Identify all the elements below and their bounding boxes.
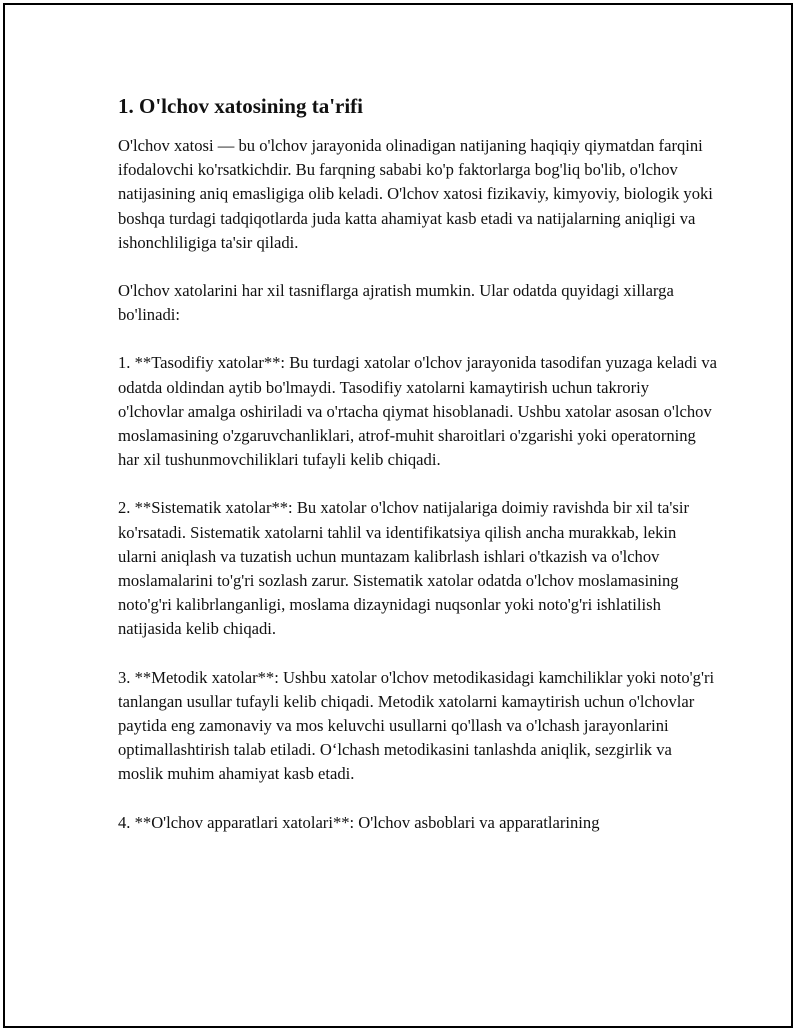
paragraph-instrument-errors: 4. **O'lchov apparatlari xatolari**: O'lchov asboblari va apparatlarining: [118, 812, 600, 832]
document-body: [118, 92, 718, 859]
paragraph-systematic-errors: 2. **Sistematik xatolar**: Bu xatolar o'lchov natijalariga doimiy ravishda bir xil ta'sir ko'rsatadi. Sistematik xatolarni tahlil va identifikatsiya qilish ancha murakkab, lekin ularni aniqlash va tuzatish uchun muntazam kalibrlash ishlari o'tkazish va o'lchov moslamalarini to'g'ri sozlash zarur. Sistematik xatolar odatda o'lchov moslamasining noto'g'ri kalibrlanganligi, moslama dizaynidagi nuqsonlar yoki noto'g'ri ishlatilish natijasida kelib chiqadi.: [118, 498, 689, 639]
paragraph-definition: O'lchov xatosi — bu o'lchov jarayonida olinadigan natijaning haqiqiy qiymatdan farqini ifodalovchi ko'rsatkichdir. Bu farqning sababi ko'p faktorlarga bog'liq bo'lib, o'lchov natijasining aniq emasligiga olib keladi. O'lchov xatosi fizikaviy, kimyoviy, biologik yoki boshqa turdagi tadqiqotlarda juda katta ahamiyat kasb etadi va natijalarning aniqligi va ishonchliligiga ta'sir qiladi.: [118, 136, 713, 252]
paragraph-random-errors: 1. **Tasodifiy xatolar**: Bu turdagi xatolar o'lchov jarayonida tasodifan yuzaga keladi va odatda oldindan aytib bo'lmaydi. Tasodifiy xatolarni kamaytirish uchun takroriy o'lchovlar amalga oshiriladi va o'rtacha qiymat hisoblanadi. Ushbu xatolar asosan o'lchov moslamasining o'zgaruvchanliklari, atrof-muhit sharoitlari o'zgarishi yoki operatorning har xil tushunmovchiliklari tufayli kelib chiqadi.: [118, 353, 718, 470]
paragraph-classification-intro: O'lchov xatolarini har xil tasniflarga ajratish mumkin. Ular odatda quyidagi xillarga bo'linadi:: [118, 281, 674, 325]
section-heading: 1. O'lchov xatosining ta'rifi: [118, 94, 364, 118]
paragraph-methodical-errors: 3. **Metodik xatolar**: Ushbu xatolar o'lchov metodikasidagi kamchiliklar yoki noto'g'ri tanlangan usullar tufayli kelib chiqadi. Metodik xatolarni kamaytirish uchun o'lchovlar paytida eng zamonaviy va mos keluvchi usullarni qo'llash va o'lchash jarayonlarini optimallashtirish talab etiladi. O‘lchash metodikasini tanlashda aniqlik, sezgirlik va moslik muhim ahamiyat kasb etadi.: [118, 667, 715, 784]
